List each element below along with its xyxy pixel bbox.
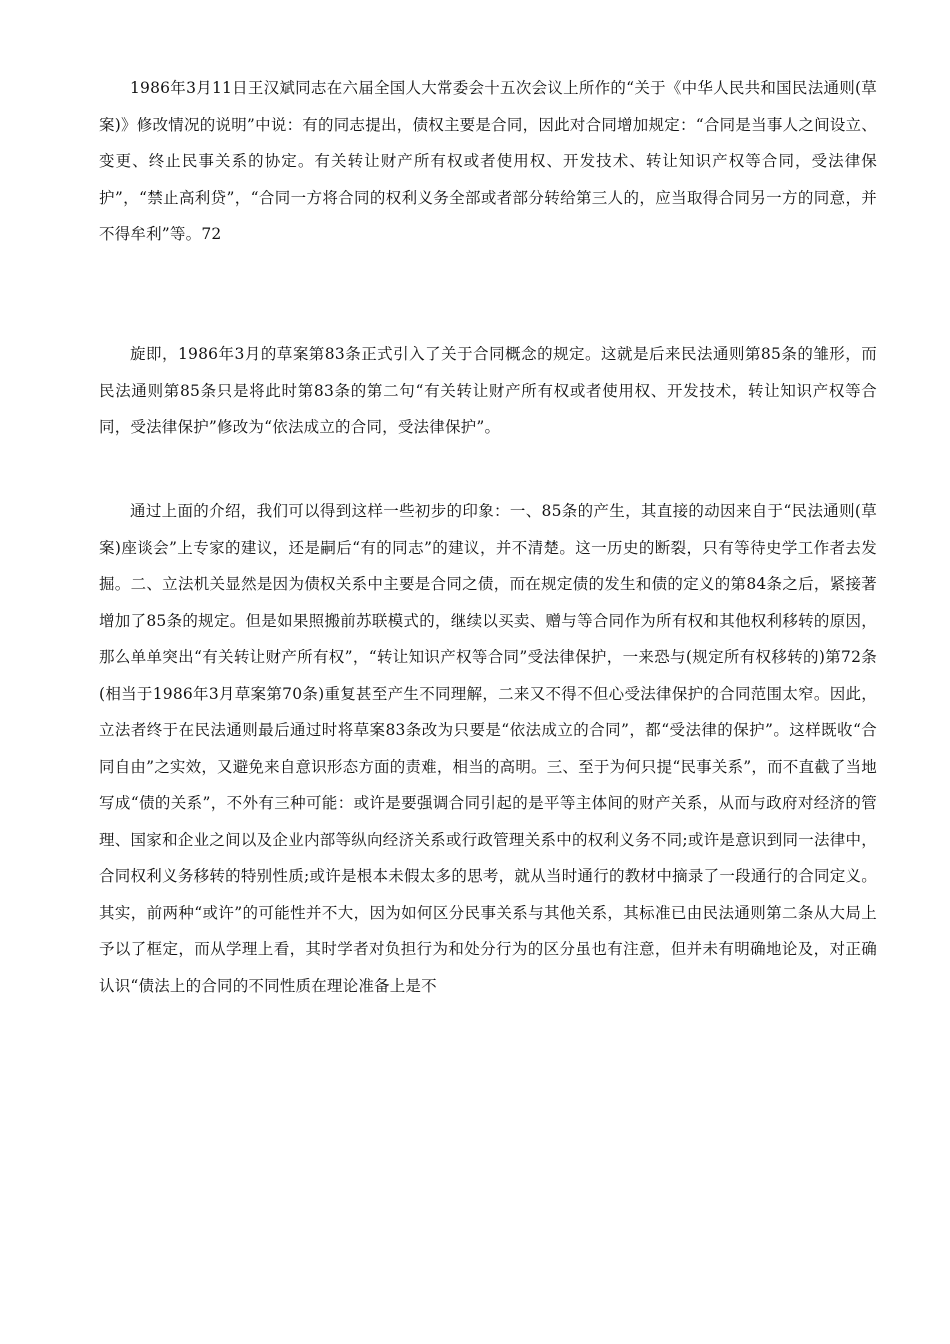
paragraph-1: 1986年3月11日王汉斌同志在六届全国人大常委会十五次会议上所作的“关于《中华人民共和国民法通则(草案)》修改情况的说明”中说：有的同志提出，债权主要是合同，因此对合同增加规定：“合同是当事人之间设立、变更、终止民事关系的协定。有关转让财产所有权或者使用权、开发技术、转让知识产权等合同，受法律保护”，“禁止高利贷”，“合同一方将合同的权利义务全部或者部分转给第三人的，应当取得合同另一方的同意，并不得牟利”等。72 (99, 79, 877, 243)
paragraph-3: 通过上面的介绍，我们可以得到这样一些初步的印象：一、85条的产生，其直接的动因来自于“民法通则(草案)座谈会”上专家的建议，还是嗣后“有的同志”的建议，并不清楚。这一历史的断裂，只有等待史学工作者去发掘。二、立法机关显然是因为债权关系中主要是合同之债，而在规定债的发生和债的定义的第84条之后，紧接著增加了85条的规定。但是如果照搬前苏联模式的，继续以买卖、赠与等合同作为所有权和其他权利移转的原因，那么单单突出“有关转让财产所有权”，“转让知识产权等合同”受法律保护，一来恐与(规定所有权移转的)第72条(相当于1986年3月草案第70条)重复甚至产生不同理解，二来又不得不但心受法律保护的合同范围太窄。因此，立法者终于在民法通则最后通过时将草案83条改为只要是“依法成立的合同”，都“受法律的保护”。这样既收“合同自由”之实效，又避免来自意识形态方面的责难，相当的高明。三、至于为何只提“民事关系”，而不直截了当地写成“债的关系”，不外有三种可能：或许是要强调合同引起的是平等主体间的财产关系，从而与政府对经济的管理、国家和企业之间以及企业内部等纵向经济关系或行政管理关系中的权利义务不同;或许是意识到同一法律中，合同权利义务移转的特别性质;或许是根本未假太多的思考，就从当时通行的教材中摘录了一段通行的合同定义。其实，前两种“或许”的可能性并不大，因为如何区分民事关系与其他关系，其标准已由民法通则第二条从大局上予以了框定，而从学理上看，其时学者对负担行为和处分行为的区分虽也有注意，但并未有明确地论及，对正确认识“债法上的合同的不同性质在理论准备上是不 (99, 502, 877, 995)
paragraph-2: 旋即，1986年3月的草案第83条正式引入了关于合同概念的规定。这就是后来民法通则第85条的雏形，而民法通则第85条只是将此时第83条的第二句“有关转让财产所有权或者使用权、开发技术，转让知识产权等合同，受法律保护”修改为“依法成立的合同，受法律保护”。 (99, 345, 877, 436)
